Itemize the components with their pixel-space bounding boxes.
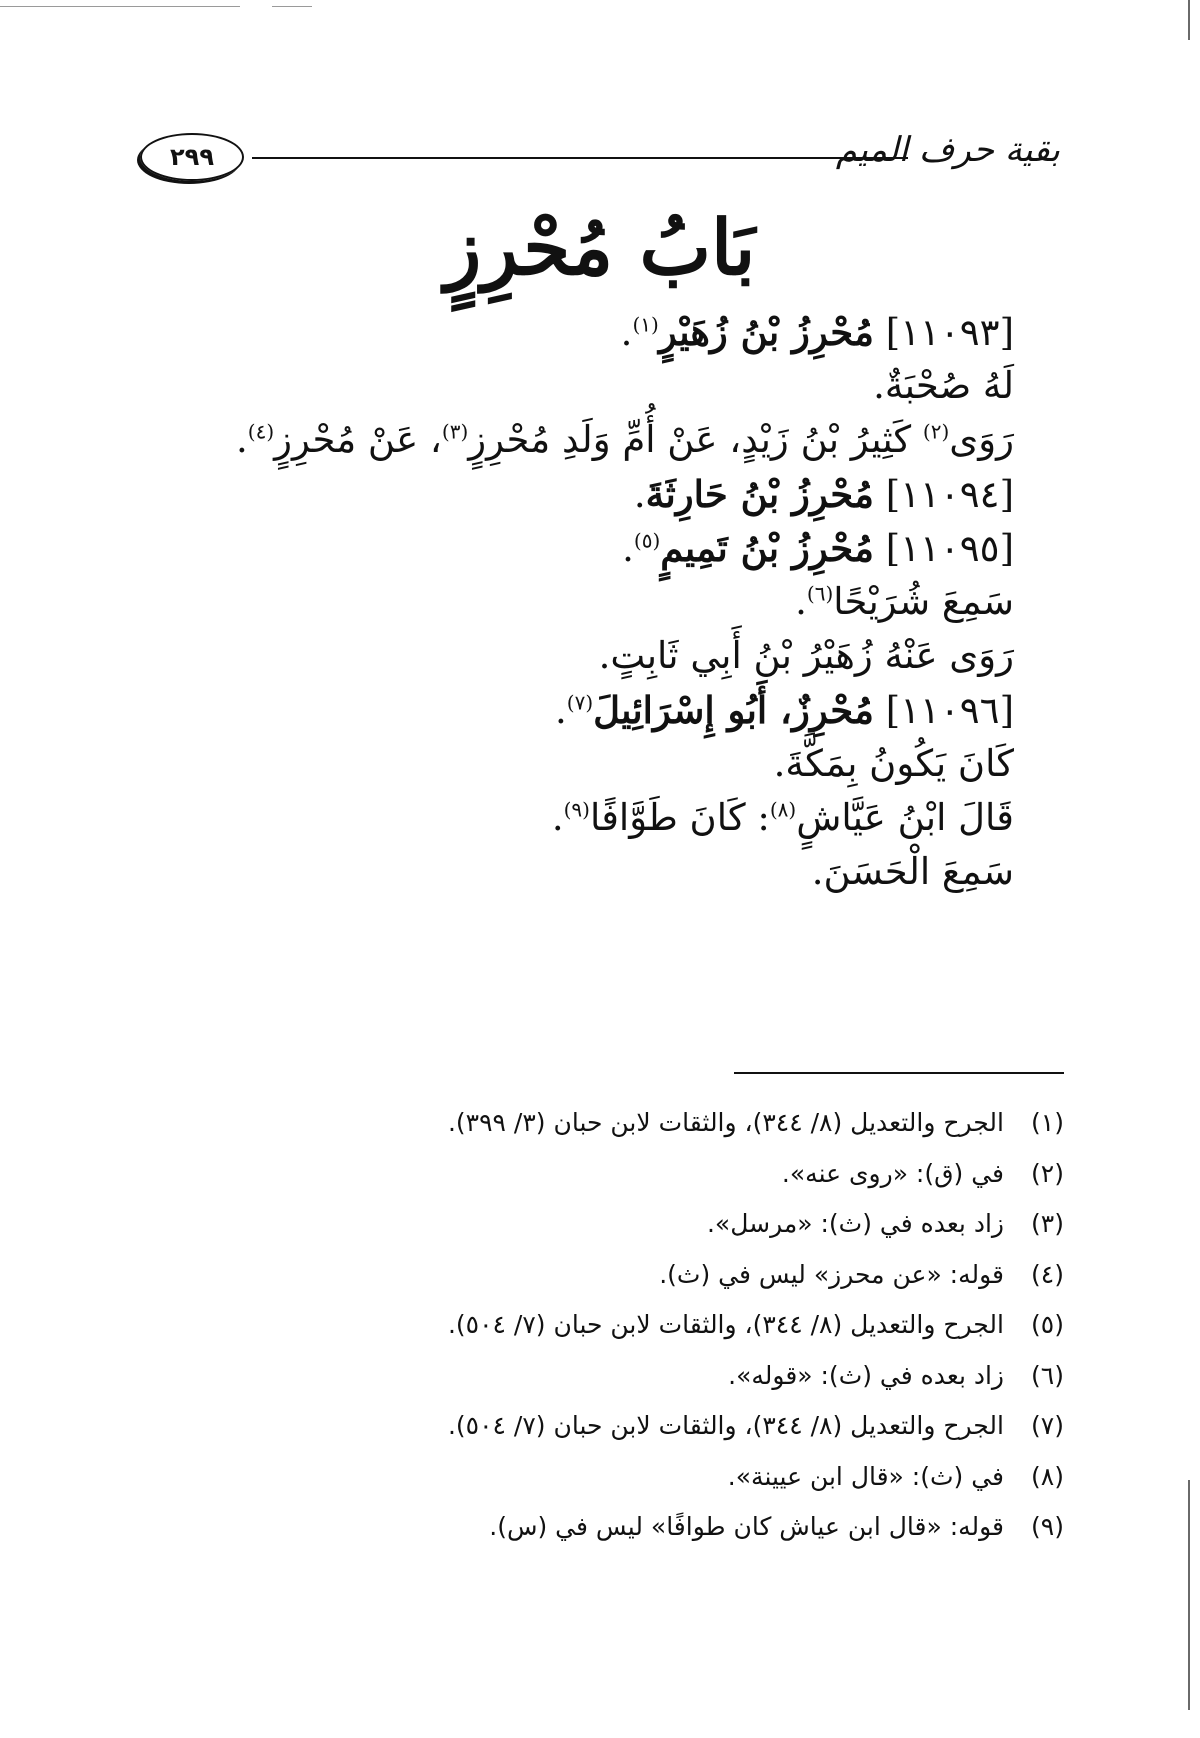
footnote-number: (٩) (1031, 1512, 1064, 1541)
footnote (204, 1351, 1064, 1402)
text-line (134, 738, 1014, 790)
footnote-ref: (٧) (566, 690, 594, 715)
scan-artifact-line (272, 6, 312, 7)
running-title: بقية حرف الميم (835, 130, 1060, 170)
footnote-text: زاد بعده في (ث): «مرسل». (706, 1209, 1004, 1238)
footnote-text: في (ث): «قال ابن عيينة». (727, 1461, 1004, 1491)
entry-number: [١١٠٩٣] (885, 311, 1014, 354)
line-tail: . (795, 580, 807, 623)
line-text: رَوَى (949, 418, 1014, 461)
main-text (134, 306, 1014, 900)
footnote-ref: (٦) (806, 581, 834, 606)
scan-artifact-line (0, 6, 240, 7)
footnote-text: الجرح والتعديل (٨/ ٣٤٤)، والثقات لابن حبان (٧/ ٥٠٤). (447, 1310, 1004, 1339)
footnote-number: (٤) (1031, 1259, 1064, 1289)
footnote (204, 1502, 1064, 1553)
text-line (134, 414, 1014, 466)
footnote (204, 1098, 1064, 1149)
line-text: : كَانَ طَوَّافًا (589, 796, 770, 839)
footnote-ref: (٣) (441, 419, 469, 444)
text-line (134, 576, 1014, 628)
entry-line (134, 468, 1014, 520)
entry-number: [١١٠٩٦] (885, 689, 1014, 732)
footnote-ref: (٢) (922, 419, 950, 444)
footnote-text: الجرح والتعديل (٨/ ٣٤٤)، والثقات لابن حبان (٣/ ٣٩٩). (447, 1108, 1004, 1137)
line-text: لَهُ صُحْبَةٌ. (873, 364, 1014, 407)
footnote-ref: (٩) (563, 797, 590, 822)
entry-name: مُحْرِزُ بْنُ زُهَيْرٍ (658, 310, 874, 354)
footnote-text: الجرح والتعديل (٨/ ٣٤٤)، والثقات لابن حبان (٧/ ٥٠٤). (447, 1411, 1004, 1440)
chapter-title: بَابُ مُحْرِزٍ (444, 203, 756, 292)
text-line (134, 846, 1014, 898)
entry-number: [١١٠٩٥] (885, 527, 1014, 570)
footnote (204, 1199, 1064, 1250)
line-text: سَمِعَ الْحَسَنَ. (811, 850, 1014, 893)
footnote-ref: (١) (632, 312, 659, 337)
page-header (140, 120, 1060, 200)
footnote-text: قوله: «قال ابن عياش كان طوافًا» ليس في (س). (489, 1512, 1004, 1541)
footnote-number: (٨) (1031, 1461, 1064, 1491)
footnotes (204, 1098, 1064, 1553)
line-tail: . (622, 527, 634, 570)
scan-edge-mark (1188, 0, 1190, 40)
entry-name: مُحْرِزُ بْنُ تَمِيمٍ (660, 526, 874, 570)
footnote-text: قوله: «عن محرز» ليس في (ث). (659, 1259, 1004, 1289)
footnote-text: في (ق): «روى عنه». (781, 1158, 1004, 1188)
footnote-ref: (٥) (633, 528, 661, 553)
header-rule (252, 157, 908, 159)
footnote-number: (٧) (1031, 1411, 1064, 1440)
footnote (204, 1401, 1064, 1452)
text-line (134, 792, 1014, 844)
line-text: كَانَ يَكُونُ بِمَكَّةَ. (773, 742, 1014, 785)
footnote-text: زاد بعده في (ث): «قوله». (728, 1360, 1004, 1390)
footnote (204, 1300, 1064, 1351)
footnote-ref: (٨) (769, 797, 797, 822)
footnote-number: (١) (1031, 1108, 1064, 1137)
footnote (204, 1250, 1064, 1301)
footnote-separator (734, 1072, 1064, 1074)
line-tail: . (551, 796, 564, 839)
footnote (204, 1149, 1064, 1200)
entry-line (134, 684, 1014, 736)
line-text: سَمِعَ شُرَيْحًا (833, 580, 1014, 623)
scan-edge-mark (1188, 1480, 1190, 1710)
footnote (204, 1452, 1064, 1503)
line-text: رَوَى عَنْهُ زُهَيْرُ بْنُ أَبِي ثَابِتٍ. (598, 634, 1014, 677)
entry-line (134, 306, 1014, 358)
line-tail: . (236, 418, 248, 461)
line-text: ، عَنْ مُحْرِزٍ (274, 418, 442, 461)
line-tail: . (555, 689, 567, 732)
entry-number: [١١٠٩٤] (885, 473, 1014, 516)
line-tail: . (620, 311, 633, 354)
line-text: كَثِيرُ بْنُ زَيْدٍ، عَنْ أُمِّ وَلَدِ مُحْرِزٍ (468, 418, 923, 461)
footnote-number: (٦) (1031, 1360, 1064, 1390)
line-text: قَالَ ابْنُ عَيَّاشٍ (796, 796, 1014, 839)
line-tail: . (633, 473, 646, 516)
entry-line (134, 522, 1014, 574)
text-line (134, 630, 1014, 682)
footnote-number: (٥) (1031, 1310, 1064, 1339)
footnote-ref: (٤) (247, 419, 275, 444)
entry-name: مُحْرِزٌ، أَبُو إِسْرَائِيلَ (593, 688, 874, 732)
text-line (134, 360, 1014, 412)
entry-name: مُحْرِزُ بْنُ حَارِثَةَ (645, 472, 874, 516)
footnote-number: (٢) (1031, 1158, 1064, 1188)
page-number: ٢٩٩ (140, 133, 244, 181)
footnote-number: (٣) (1031, 1209, 1064, 1238)
